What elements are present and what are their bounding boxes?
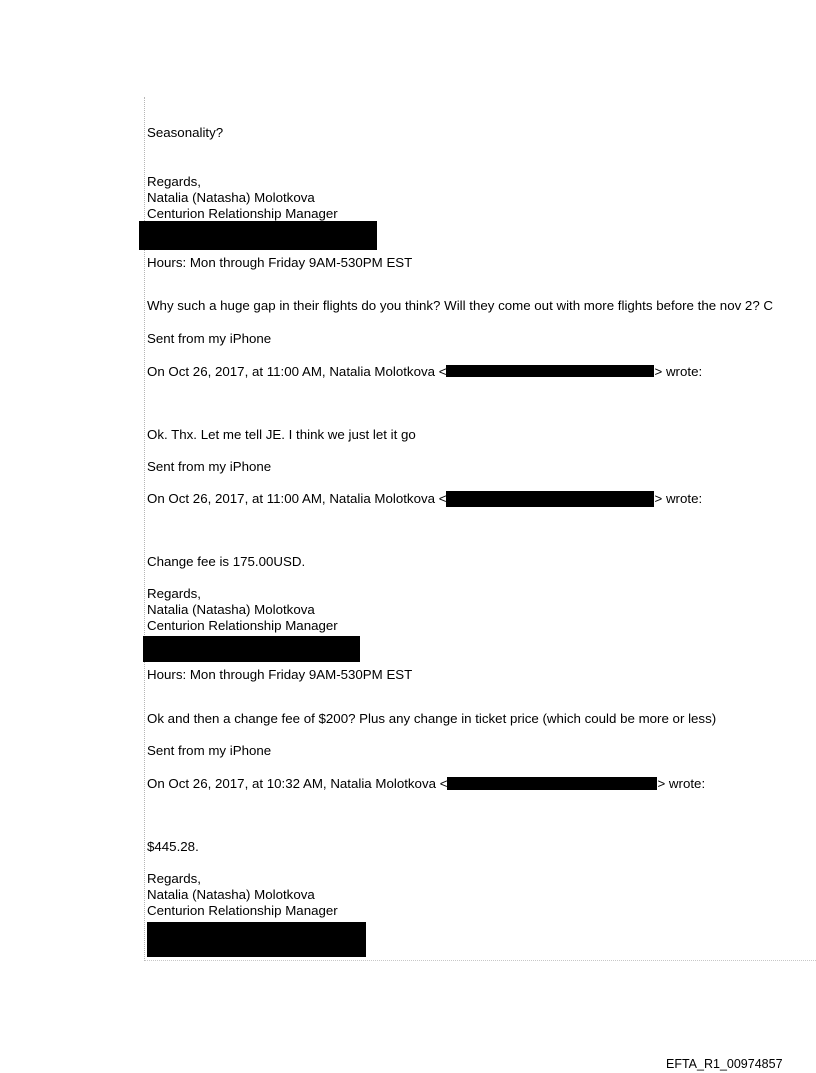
signature-regards: Regards, — [147, 586, 201, 601]
reply-header-prefix: On Oct 26, 2017, at 10:32 AM, Natalia Molotkova < — [147, 776, 448, 791]
reply-header — [147, 776, 705, 792]
signature-name: Natalia (Natasha) Molotkova — [147, 602, 315, 617]
signature-regards: Regards, — [147, 174, 201, 189]
reply-header-prefix: On Oct 26, 2017, at 11:00 AM, Natalia Molotkova < — [147, 364, 447, 379]
reply-header-suffix: > wrote: — [657, 776, 706, 791]
signature-regards: Regards, — [147, 871, 201, 886]
sent-from-line: Sent from my iPhone — [147, 331, 272, 346]
signature-name: Natalia (Natasha) Molotkova — [147, 887, 315, 902]
signature-title: Centurion Relationship Manager — [147, 618, 338, 633]
redaction-box — [147, 922, 366, 957]
redaction-inline — [447, 777, 657, 790]
sent-from-line: Sent from my iPhone — [147, 459, 272, 474]
document-id: EFTA_R1_00974857 — [666, 1057, 783, 1071]
reply-header-suffix: > wrote: — [654, 364, 703, 379]
signature-name: Natalia (Natasha) Molotkova — [147, 190, 315, 205]
sent-from-line: Sent from my iPhone — [147, 743, 272, 758]
signature-title: Centurion Relationship Manager — [147, 903, 338, 918]
signature-hours: Hours: Mon through Friday 9AM-530PM EST — [147, 667, 413, 682]
reply-header — [147, 364, 702, 380]
message-text: Ok. Thx. Let me tell JE. I think we just let it go — [147, 427, 416, 442]
message-text: Seasonality? — [147, 125, 224, 140]
quote-bottom-rule — [145, 960, 816, 961]
redaction-inline — [446, 365, 654, 377]
message-text: Why such a huge gap in their flights do you think? Will they come out with more flights before the nov 2? C — [147, 298, 774, 313]
signature-hours: Hours: Mon through Friday 9AM-530PM EST — [147, 255, 413, 270]
redaction-box — [139, 221, 377, 250]
reply-header-suffix: > wrote: — [654, 491, 703, 506]
signature-title: Centurion Relationship Manager — [147, 206, 338, 221]
reply-header-prefix: On Oct 26, 2017, at 11:00 AM, Natalia Molotkova < — [147, 491, 447, 506]
message-text: $445.28. — [147, 839, 199, 854]
message-text: Change fee is 175.00USD. — [147, 554, 306, 569]
redaction-inline — [446, 491, 654, 507]
redaction-box — [143, 636, 360, 662]
reply-header — [147, 491, 702, 507]
message-text: Ok and then a change fee of $200? Plus any change in ticket price (which could be more or less) — [147, 711, 717, 726]
